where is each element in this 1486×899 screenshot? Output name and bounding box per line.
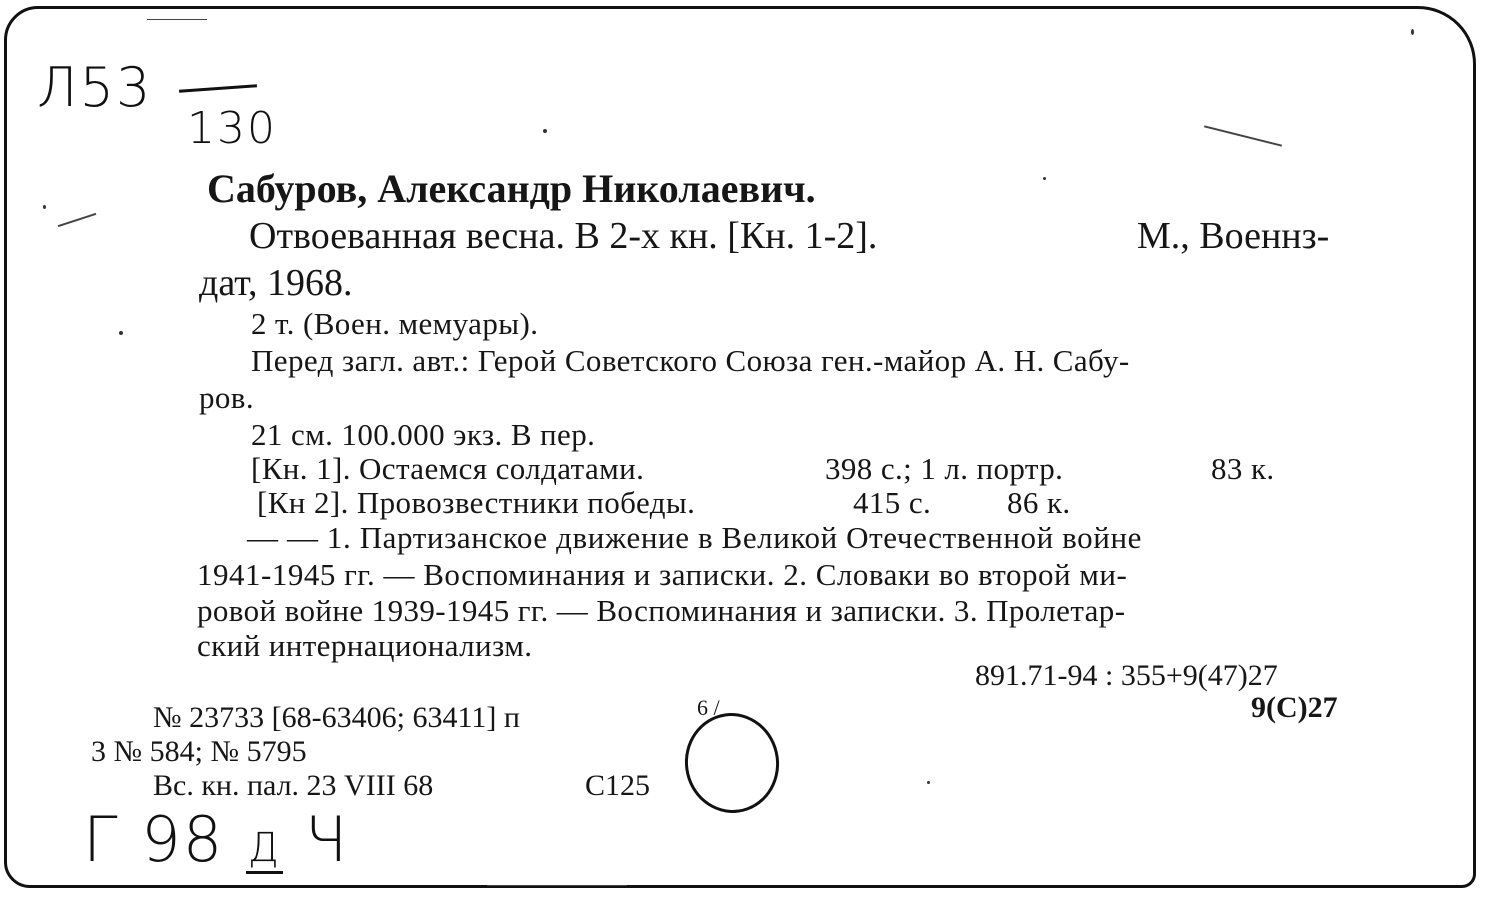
title-line-1: Отвоеванная весна. В 2-х кн. [Кн. 1-2]. [249, 215, 878, 257]
scan-speck [1411, 29, 1414, 35]
volume-1-label: [Кн. 1]. Остаемся солдатами. [251, 451, 645, 486]
volume-1-price: 83 к. [1211, 451, 1275, 486]
author-note-line-2: ров. [199, 380, 254, 415]
subject-line: ровой войне 1939-1945 гг. — Воспоминания и записки. 3. Пролетар- [197, 593, 1126, 628]
order-mark: 6 / [697, 695, 720, 720]
series-note: 2 т. (Воен. мемуары). [251, 306, 539, 341]
handwritten-mark-right: Ч [304, 803, 350, 876]
scan-dash [58, 213, 97, 227]
copies-note: 3 № 584; № 5795 [91, 735, 307, 768]
scan-speck [543, 129, 547, 133]
subject-line: — — 1. Партизанское движение в Великой Отечественной войне [247, 520, 1143, 555]
scan-speck [43, 205, 46, 209]
volume-2-pages: 415 с. [853, 485, 932, 520]
scan-dash [1204, 125, 1282, 146]
volume-2-label: [Кн 2]. Провозвестники победы. [257, 485, 696, 520]
author-note-line-1: Перед загл. авт.: Герой Советского Союза ген.-майор А. Н. Сабу- [251, 343, 1130, 378]
catalog-card [4, 6, 1476, 888]
shelf-mark-bottom: 130 [187, 103, 277, 154]
imprint-start: М., Военнз- [1137, 215, 1330, 257]
scan-dash [147, 19, 207, 20]
subject-line: 1941-1945 гг. — Воспоминания и записки. 2. Словаки во второй ми- [197, 557, 1128, 592]
shelf-mark-top: Л53 [37, 56, 153, 119]
registration-note: Вс. кн. пал. 23 VIII 68 [153, 769, 434, 802]
handwritten-mark-underlined: Д [246, 825, 283, 874]
circle-stamp [678, 707, 785, 819]
shelf-mark-fraction-line [179, 84, 257, 92]
card-code: С125 [585, 769, 651, 802]
udc-code: 891.71-94 : 355+9(47)27 [975, 659, 1278, 692]
scan-dash [487, 885, 627, 886]
handwritten-mark-left: Г 98 [83, 803, 225, 876]
physical-description: 21 см. 100.000 экз. В пер. [251, 417, 596, 452]
title-line-2: дат, 1968. [199, 262, 353, 304]
handwritten-mark [83, 803, 350, 876]
scan-speck [1043, 177, 1046, 180]
scan-speck [927, 781, 930, 784]
volume-2-price: 86 к. [1007, 485, 1071, 520]
bbk-code: 9(С)27 [1251, 691, 1338, 724]
subject-line: ский интернационализм. [197, 628, 533, 663]
scan-speck [119, 331, 123, 335]
order-number: № 23733 [68-63406; 63411] п [153, 701, 520, 734]
author-heading: Сабуров, Александр Николаевич. [207, 166, 816, 211]
volume-1-pages: 398 с.; 1 л. портр. [825, 451, 1064, 486]
